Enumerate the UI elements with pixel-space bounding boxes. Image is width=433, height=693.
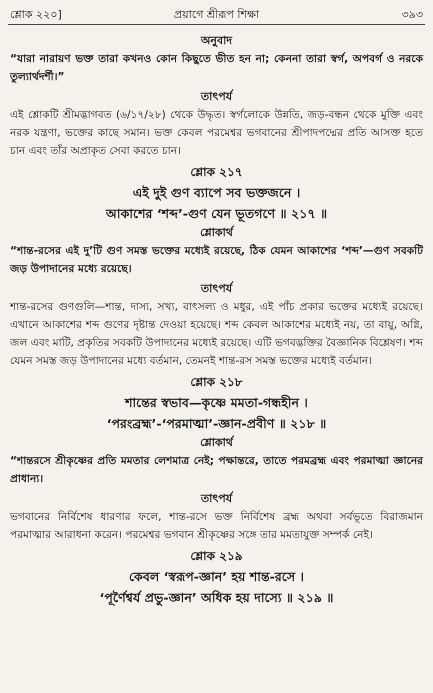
verse-line: ‘পূর্ণৈশ্বর্য প্রভু-জ্ঞান’ অধিক হয় দাস্যে ॥ ২১৯ ॥ [99,590,334,605]
header-rule [8,24,425,25]
page-number: ৩৯৩ [401,8,423,21]
body-paragraph: ভগবানের নির্বিশেষ ধারণার ফলে, শান্ত-রসে ভক্ত নির্বিশেষ ব্রহ্ম অথবা সর্বভূতে বিরাজমান পরমাত্মার আরাধনা করেন। পরমেশ্বর ভগবান শ্রীকৃষ্ণের সঙ্গে তার মমতাযুক্ত সম্পর্ক নেই। [10,511,423,541]
section-heading: তাৎপর্য [200,90,233,103]
header-verse-ref: শ্লোক ২২০] [10,8,62,21]
body-paragraph: এই শ্লোকটি শ্রীমদ্ভাগবত (৬/১৭/২৮) থেকে উদ্ধৃত। স্বর্গলোকে উন্নতি, জড়-বন্ধন থেকে মুক্তি এবং নরক যন্ত্রণা, ভক্তের কাছে সমান। ভক্ত কেবল পরমেশ্বর ভগবানের শ্রীপাদপদ্মের প্রতি আসক্ত হতে চান এবং তাঁর অপ্রাকৃত সেবা করতে চান। [10,109,423,157]
section-heading: শ্লোকার্থ [200,226,233,239]
verse-number: শ্লোক ২১৭ [190,165,243,179]
verse-line: এই দুই গুণ ব্যাপে সব ভক্তজনে । [132,185,301,200]
verse-line: শান্তের স্বভাব—কৃষ্ণে মমতা-গন্ধহীন । [125,395,308,410]
body-paragraph: শান্ত-রসের গুণগুলি—শান্ত, দাস্য, সখ্য, বাৎসল্য ও মধুর, এই পাঁচ প্রকার ভক্তের মধ্যেই রয়েছে। এখানে আকাশের শব্দ গুণের দৃষ্টান্ত দেওয়া হয়েছে। শব্দ কেবল আকাশের মধ্যেই নয়, তা বায়ু, অগ্নি, জল এবং মাটি, প্রকৃতির সবকটি উপাদানের মধ্যেই রয়েছে। এটি ভগবদ্ভক্তির বৈজ্ঞানিক বিশ্লেষণ। শব্দ যেমন সমস্ত জড় উপাদানের মধ্যে বর্তমান, তেমনই শান্ত-রস সমস্ত ভক্তের মধ্যেই বর্তমান। [10,301,423,367]
header-chapter-title: প্রয়াগে শ্রীরূপ শিক্ষা [173,8,260,21]
verse-line: কেবল ‘স্বরূপ-জ্ঞান’ হয় শান্ত-রসে । [128,569,305,584]
translation-paragraph: “শান্ত-রসের এই দু’টি গুণ সমস্ত ভক্তের মধ্যেই রয়েছে, ঠিক যেমন আকাশের ‘শব্দ’—গুণ সবকটি জড় উপাদানের মধ্যে রয়েছে। [10,245,423,275]
section-heading: তাৎপর্য [200,492,233,505]
verse-line: ‘পরংব্রহ্ম’-‘পরমাত্মা’-জ্ঞান-প্রবীণ ॥ ২১৮ ॥ [106,416,327,431]
translation-paragraph: “যারা নারায়ণ ভক্ত তারা কখনও কোন কিছুতে ভীত হন না; কেননা তারা স্বর্গ, অপবর্গ ও নরকে তুল্যার্থদর্শী।” [10,53,423,83]
verse-line: আকাশের ‘শব্দ’-গুণ যেন ভূতগণে ॥ ২১৭ ॥ [105,206,328,221]
section-heading: শ্লোকার্থ [200,436,233,449]
translation-paragraph: “শান্তরসে শ্রীকৃষ্ণের প্রতি মমতার লেশমাত্র নেই; পক্ষান্তরে, তাতে পরমব্রহ্ম এবং পরমাত্মা জ্ঞানের প্রাধান্য। [10,455,423,485]
verse-number: শ্লোক ২১৯ [190,549,243,563]
verse-number: শ্লোক ২১৮ [190,375,243,389]
page-body [10,32,423,608]
section-heading: অনুবাদ [200,34,233,47]
page-header [10,6,423,22]
section-heading: তাৎপর্য [200,282,233,295]
